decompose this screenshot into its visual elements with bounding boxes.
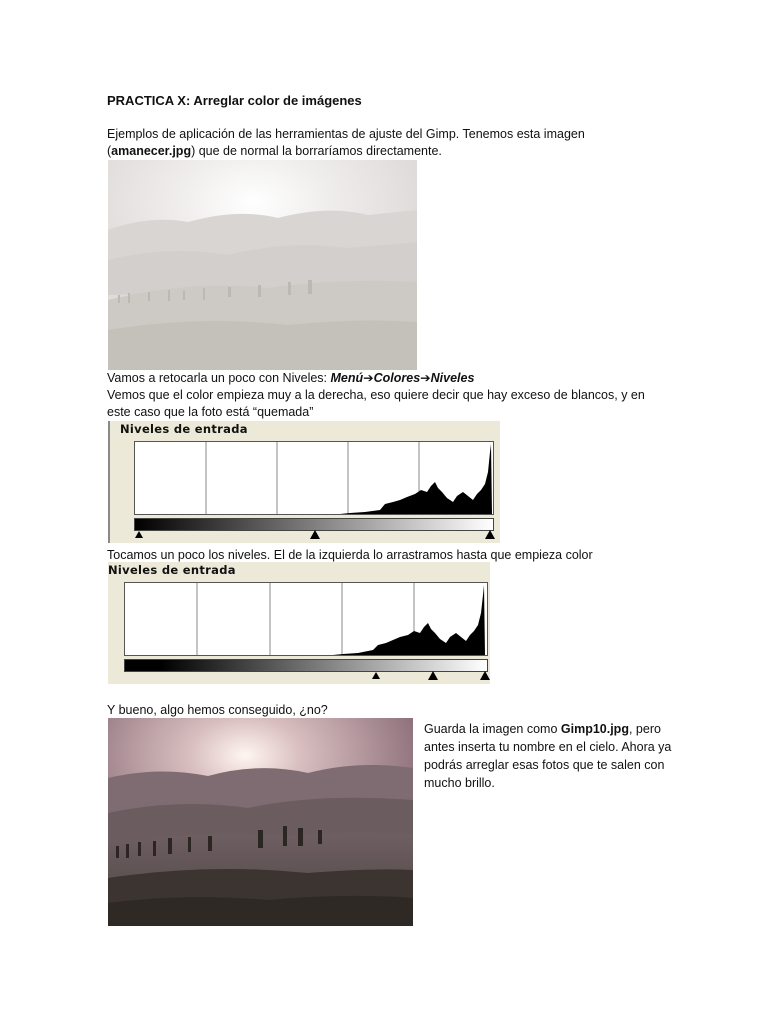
black-point-slider-2[interactable] [372,672,380,679]
white-point-slider-1[interactable] [485,530,495,539]
step1-paragraph [107,370,667,421]
white-point-slider-2[interactable] [480,671,490,680]
final-instructions: Guarda la imagen como Gimp10.jpg, pero antes inserta tu nombre en el cielo. Ahora ya podrás arreglar esas fotos que te salen con mucho brillo. [424,722,672,790]
menu-path: Menú➔Colores➔Niveles [330,371,475,385]
intro-line-2: (amanecer.jpg) que de normal la borraríamos directamente. [107,144,442,158]
corrected-photo [108,718,413,926]
step1-line-2: Vemos que el color empieza muy a la derecha, eso quiere decir que hay exceso de blancos, y en [107,388,645,402]
step3-paragraph: Y bueno, algo hemos conseguido, ¿no? [107,703,328,717]
levels-widget-2 [108,562,490,684]
levels-title-2: Niveles de entrada [108,563,236,577]
black-point-slider-1[interactable] [135,531,143,538]
gray-point-slider-2[interactable] [428,671,438,680]
page-title: PRACTICA X: Arreglar color de imágenes [107,93,362,108]
levels-title-1: Niveles de entrada [120,422,248,436]
step2-paragraph: Tocamos un poco los niveles. El de la izquierda lo arrastramos hasta que empieza color [107,548,593,562]
histogram-2 [124,582,488,656]
histogram-1 [134,441,494,515]
output-filename: Gimp10.jpg [560,722,629,736]
step1-line-1: Vamos a retocarla un poco con Niveles: Menú➔Colores➔Niveles [107,371,475,385]
levels-widget-1 [108,421,500,543]
step1-line-3: este caso que la foto está “quemada” [107,405,314,419]
intro-line-1: Ejemplos de aplicación de las herramientas de ajuste del Gimp. Tenemos esta imagen [107,127,585,141]
washed-out-photo [108,160,417,370]
intro-paragraph [107,126,667,160]
gray-point-slider-1[interactable] [310,530,320,539]
intro-filename: amanecer.jpg [111,144,192,158]
